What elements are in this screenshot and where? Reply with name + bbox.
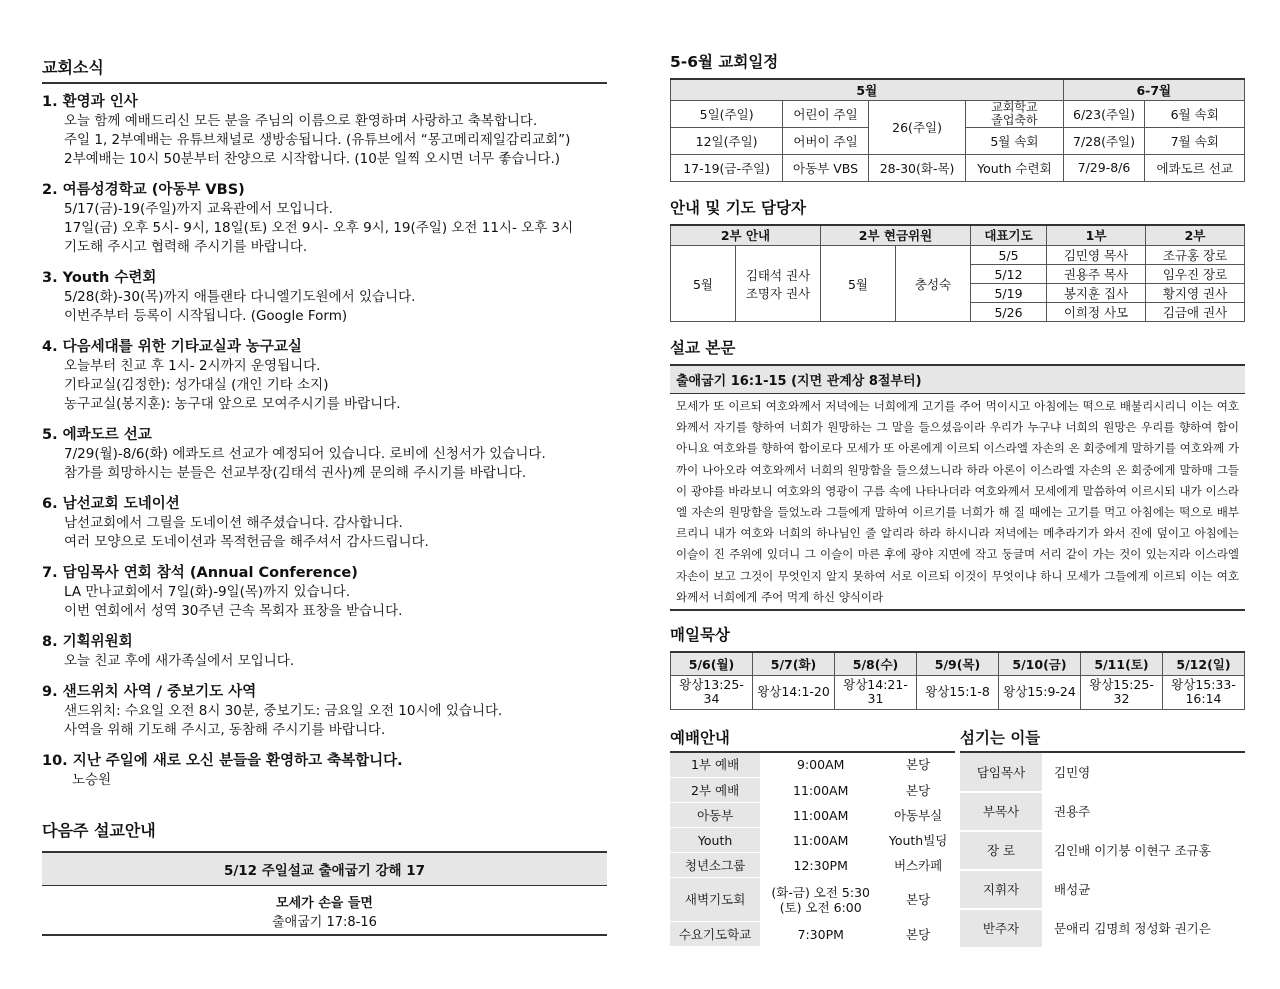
news-item-title: 3. Youth 수련회 (42, 270, 157, 286)
sermon-head: 출애굽기 16:1-15 (지면 관계상 8절부터) (670, 364, 1245, 394)
schedule-table (670, 78, 1245, 182)
worship-place: 아동부실 (881, 803, 955, 828)
news-item-line: 17일(금) 오후 5시- 9시, 18일(토) 오전 9시- 오후 9시, 19(주일) 오전 11시- 오후 3시 (64, 220, 574, 236)
news-item-line: 이번 연회에서 성역 30주년 근속 목회자 표창을 받습니다. (64, 603, 403, 619)
schedule-june-header: 6-7월 (1063, 79, 1244, 100)
schedule-cell: 7/29-8/6 (1063, 154, 1145, 181)
news-item-title: 9. 샌드위치 사역 / 중보기도 사역 (42, 684, 257, 700)
schedule-cell: 7월 속회 (1145, 127, 1245, 154)
news-item (42, 180, 607, 257)
devotion-text: 왕상15:9-24 (999, 675, 1081, 709)
schedule-cell: 26(주일) (868, 100, 965, 154)
prayer-date: 5/19 (971, 284, 1047, 303)
worship-name: 아동부 (670, 803, 760, 828)
worship-row (670, 922, 955, 947)
prayer-header: 1부 (1047, 225, 1146, 246)
people-title: 섬기는 이들 (960, 726, 1245, 753)
worship-name: 청년소그룹 (670, 853, 760, 878)
news-item (42, 682, 607, 740)
worship-time: 11:00AM (760, 803, 881, 828)
prayer-offering: 충성숙 (896, 246, 971, 322)
schedule-cell: 5월 속회 (966, 127, 1063, 154)
worship-section (670, 726, 955, 948)
worship-name: 수요기도학교 (670, 922, 760, 947)
people-names: 문애리 김명희 정성화 권기은 (1042, 909, 1245, 948)
devotion-day: 5/9(목) (917, 652, 999, 675)
news-item-line: 오늘부터 친교 후 1시- 2시까지 운영됩니다. (64, 358, 321, 374)
news-item-line: 기타교실(김정한): 성가대실 (개인 기타 소지) (64, 377, 329, 393)
devotion-title: 매일묵상 (670, 626, 730, 644)
next-sermon-body (42, 886, 607, 936)
worship-place: 본당 (881, 922, 955, 947)
people-role: 부목사 (960, 792, 1042, 831)
worship-row (670, 878, 955, 922)
news-item-title: 2. 여름성경학교 (아동부 VBS) (42, 182, 245, 198)
prayer-p1: 봉지훈 집사 (1047, 284, 1146, 303)
people-role: 반주자 (960, 909, 1042, 948)
prayer-p2: 조규홍 장로 (1146, 246, 1245, 265)
prayer-section (670, 196, 1245, 323)
news-item-line: 남선교회에서 그릴을 도네이션 해주셨습니다. 감사합니다. (64, 515, 403, 531)
schedule-cell: 17-19(금-주일) (671, 154, 783, 181)
devotion-text: 왕상15:33- 16:14 (1163, 675, 1245, 709)
people-row (960, 870, 1245, 909)
schedule-cell: 어린이 주일 (783, 100, 869, 127)
news-item-line: 오늘 친교 후에 새가족실에서 모입니다. (64, 653, 295, 669)
right-column (670, 50, 1245, 956)
news-item-line: 2부예배는 10시 50분부터 찬양으로 시작합니다. (10분 일찍 오시면 너무 좋습니다.) (64, 151, 561, 167)
schedule-cell: 에콰도르 선교 (1145, 154, 1245, 181)
news-item (42, 337, 607, 414)
prayer-p2: 김금애 권사 (1146, 303, 1245, 322)
news-item-title: 7. 담임목사 연회 참석 (Annual Conference) (42, 565, 358, 581)
devotion-text: 왕상13:25-34 (671, 675, 753, 709)
news-item-line: 농구교실(봉지훈): 농구대 앞으로 모여주시기를 바랍니다. (64, 396, 401, 412)
news-item-line: 샌드위치: 수요일 오전 8시 30분, 중보기도: 금요일 오전 10시에 있습니다. (64, 703, 503, 719)
prayer-header: 대표기도 (971, 225, 1047, 246)
news-item-line: 여러 모양으로 도네이션과 목적헌금을 해주셔서 감사드립니다. (64, 534, 429, 550)
prayer-header: 2부 현금위원 (821, 225, 971, 246)
schedule-cell: 교회학교 졸업축하 (966, 100, 1063, 127)
news-item (42, 425, 607, 483)
left-column (42, 55, 607, 936)
news-item-line: 노승원 (72, 772, 112, 788)
news-item-line: 사역을 위해 기도해 주시고, 동참해 주시기를 바랍니다. (64, 722, 386, 738)
news-item-title: 1. 환영과 인사 (42, 94, 138, 110)
next-sermon-head: 5/12 주일설교 출애굽기 강해 17 (42, 851, 607, 886)
news-item-line: 이번주부터 등록이 시작됩니다. (Google Form) (64, 308, 348, 324)
schedule-cell: 6/23(주일) (1063, 100, 1145, 127)
worship-place: 버스카페 (881, 853, 955, 878)
next-sermon-passage: 출애굽기 17:8-16 (272, 915, 377, 930)
bottom-section (670, 726, 1245, 956)
people-names: 김민영 (1042, 753, 1245, 792)
worship-name: 1부 예배 (670, 753, 760, 778)
devotion-day: 5/8(수) (835, 652, 917, 675)
prayer-header: 2부 (1146, 225, 1245, 246)
news-item-line: 주일 1, 2부예배는 유튜브채널로 생방송됩니다. (유튜브에서 “몽고메리제일감리교회”) (64, 132, 571, 148)
news-item (42, 751, 607, 790)
prayer-p2: 임우진 장로 (1146, 265, 1245, 284)
schedule-cell: 아동부 VBS (783, 154, 869, 181)
worship-name: Youth (670, 828, 760, 853)
schedule-cell: 5일(주일) (671, 100, 783, 127)
worship-row (670, 803, 955, 828)
worship-time: 11:00AM (760, 778, 881, 803)
worship-row (670, 753, 955, 778)
devotion-table (670, 651, 1245, 710)
devotion-section (670, 623, 1245, 710)
people-names: 김인배 이기붕 이현구 조규홍 (1042, 831, 1245, 870)
people-row (960, 792, 1245, 831)
worship-place: Youth빌딩 (881, 828, 955, 853)
people-names: 배성균 (1042, 870, 1245, 909)
worship-place: 본당 (881, 753, 955, 778)
news-item (42, 563, 607, 621)
news-item-line: 참가를 희망하시는 분들은 선교부장(김태석 권사)께 문의해 주시기를 바랍니다. (64, 465, 527, 481)
people-role: 담임목사 (960, 753, 1042, 792)
worship-time: 12:30PM (760, 853, 881, 878)
devotion-day: 5/11(토) (1081, 652, 1163, 675)
schedule-cell: 12일(주일) (671, 127, 783, 154)
worship-time: 11:00AM (760, 828, 881, 853)
schedule-cell: 7/28(주일) (1063, 127, 1145, 154)
worship-name: 새벽기도회 (670, 878, 760, 922)
next-sermon-name: 모세가 손을 들면 (276, 896, 373, 911)
news-item-line: 5/17(금)-19(주일)까지 교육관에서 모입니다. (64, 201, 333, 217)
people-section (960, 726, 1245, 949)
news-item-title: 10. 지난 주일에 새로 오신 분들을 환영하고 축복합니다. (42, 753, 403, 769)
prayer-month: 5월 (671, 246, 736, 322)
news-item (42, 494, 607, 552)
news-item-line: 7/29(월)-8/6(화) 에콰도르 선교가 예정되어 있습니다. 로비에 신청서가 있습니다. (64, 446, 546, 462)
worship-row (670, 778, 955, 803)
prayer-p1: 이희정 사모 (1047, 303, 1146, 322)
devotion-text: 왕상14:21-31 (835, 675, 917, 709)
news-item-line: 기도해 주시고 협력해 주시기를 바랍니다. (64, 239, 308, 255)
prayer-guides: 김태석 권사 조명자 권사 (736, 246, 821, 322)
devotion-text: 왕상15:1-8 (917, 675, 999, 709)
news-list (42, 92, 607, 790)
prayer-month2: 5월 (821, 246, 896, 322)
people-role: 장 로 (960, 831, 1042, 870)
people-role: 지휘자 (960, 870, 1042, 909)
prayer-date: 5/26 (971, 303, 1047, 322)
prayer-header: 2부 안내 (671, 225, 821, 246)
schedule-may-header: 5월 (671, 79, 1064, 100)
prayer-table (670, 224, 1245, 323)
schedule-cell: Youth 수련회 (966, 154, 1063, 181)
people-table (960, 753, 1245, 949)
worship-name: 2부 예배 (670, 778, 760, 803)
schedule-title: 5-6월 교회일정 (670, 53, 779, 71)
worship-time: 9:00AM (760, 753, 881, 778)
worship-place: 본당 (881, 878, 955, 922)
prayer-date: 5/5 (971, 246, 1047, 265)
devotion-text: 왕상15:25-32 (1081, 675, 1163, 709)
news-item-title: 4. 다음세대를 위한 기타교실과 농구교실 (42, 339, 302, 355)
news-item-title: 5. 에콰도르 선교 (42, 427, 152, 443)
news-item-line: LA 만나교회에서 7일(화)-9일(목)까지 있습니다. (64, 584, 351, 600)
prayer-date: 5/12 (971, 265, 1047, 284)
news-item-title: 6. 남선교회 도네이션 (42, 496, 180, 512)
worship-place: 본당 (881, 778, 955, 803)
news-item (42, 92, 607, 169)
news-item-title: 8. 기획위원회 (42, 634, 133, 650)
people-row (960, 831, 1245, 870)
schedule-section (670, 50, 1245, 182)
prayer-title: 안내 및 기도 담당자 (670, 198, 806, 217)
people-names: 권용주 (1042, 792, 1245, 831)
prayer-p1: 권용주 목사 (1047, 265, 1146, 284)
sermon-text: 모세가 또 이르되 여호와께서 저녁에는 너희에게 고기를 주어 먹이시고 아침에는 떡으로 배불리시리니 이는 여호와께서 자기를 향하여 너희가 원망하는 그 말을 들으셨음이라 우리가 누구냐 너희의 원망은 우리를 향하여 함이 아니요 여호와를 향하여 함이로다 모세가 또 아론에게 이르되 이스라엘 자손의 온 회중에게 말하기를 여호와께 가까이 나아오라 여호와께서 너희의 원망함을 들으셨느니라 하라 아론이 이스라엘 자손의 온 회중에게 말하매 그들이 광야를 바라보니 여호와의 영광이 구름 속에 나타나더라 여호와께서 모세에게 말씀하여 이르시되 내가 이스라엘 자손의 원망함을 들었노라 그들에게 말하여 이르기를 너희가 해 질 때에는 고기를 먹고 아침에는 떡으로 배부르리니 내가 여호와 너희의 하나님인 줄 알리라 하라 하시니라 저녁에는 메추라기가 와서 진에 덮이고 아침에는 이슬이 진 주위에 있더니 그 이슬이 마른 후에 광야 지면에 작고 둥글며 서리 같이 가는 것이 있는지라 이스라엘 자손이 보고 그것이 무엇인지 알지 못하여 서로 이르되 이것이 무엇이냐 하니 모세가 그들에게 이르되 이는 여호와께서 너희에게 주어 먹게 하신 양식이라 (670, 394, 1245, 611)
worship-time: 7:30PM (760, 922, 881, 947)
schedule-cell: 어버이 주일 (783, 127, 869, 154)
prayer-p2: 황지영 권사 (1146, 284, 1245, 303)
worship-row (670, 828, 955, 853)
devotion-text: 왕상14:1-20 (753, 675, 835, 709)
devotion-day: 5/6(월) (671, 652, 753, 675)
worship-time: (화-금) 오전 5:30 (토) 오전 6:00 (760, 878, 881, 922)
prayer-p1: 김민영 목사 (1047, 246, 1146, 265)
worship-title: 예배안내 (670, 726, 955, 753)
devotion-day: 5/10(금) (999, 652, 1081, 675)
sermon-title: 설교 본문 (670, 339, 736, 357)
schedule-cell: 6월 속회 (1145, 100, 1245, 127)
news-item-line: 오늘 함께 예배드리신 모든 분을 주님의 이름으로 환영하며 사랑하고 축복합니다. (64, 113, 538, 129)
devotion-day: 5/12(일) (1163, 652, 1245, 675)
news-title: 교회소식 (42, 55, 607, 84)
devotion-day: 5/7(화) (753, 652, 835, 675)
worship-row (670, 853, 955, 878)
news-item (42, 632, 607, 671)
next-sermon-title: 다음주 설교안내 (42, 821, 156, 840)
sermon-section (670, 336, 1245, 611)
news-item-line: 5/28(화)-30(목)까지 애틀랜타 다니엘기도원에서 있습니다. (64, 289, 416, 305)
people-row (960, 909, 1245, 948)
people-row (960, 753, 1245, 792)
news-item (42, 268, 607, 326)
schedule-cell: 28-30(화-목) (868, 154, 965, 181)
worship-table (670, 753, 955, 948)
